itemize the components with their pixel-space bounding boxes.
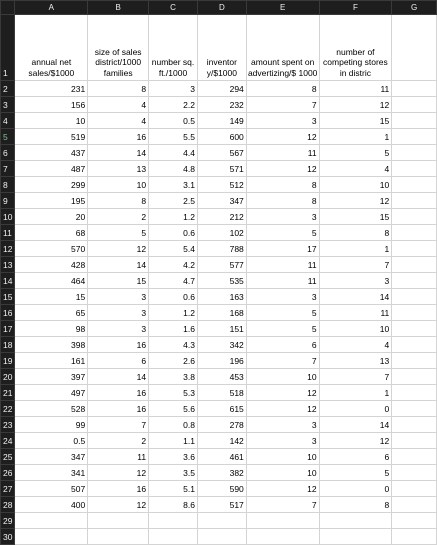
data-cell[interactable]: 16 xyxy=(88,129,149,145)
data-cell[interactable]: 5.3 xyxy=(149,385,198,401)
data-cell[interactable]: 11 xyxy=(246,273,319,289)
data-cell[interactable]: 3 xyxy=(246,209,319,225)
data-cell[interactable] xyxy=(246,529,319,545)
data-cell[interactable]: 156 xyxy=(15,97,88,113)
empty-cell[interactable] xyxy=(392,113,437,129)
data-cell[interactable]: 12 xyxy=(319,433,392,449)
data-cell[interactable]: 10 xyxy=(246,449,319,465)
column-header-f[interactable]: F xyxy=(319,1,392,15)
empty-cell[interactable] xyxy=(392,257,437,273)
data-cell[interactable]: 3 xyxy=(246,417,319,433)
table-row xyxy=(1,145,437,161)
data-cell[interactable] xyxy=(15,529,88,545)
data-cell[interactable]: 0 xyxy=(319,481,392,497)
empty-cell[interactable] xyxy=(392,417,437,433)
data-cell[interactable]: 5.5 xyxy=(149,129,198,145)
data-cell[interactable]: 398 xyxy=(15,337,88,353)
data-cell[interactable]: 161 xyxy=(15,353,88,369)
data-cell[interactable]: 1.2 xyxy=(149,305,198,321)
row-header[interactable]: 17 xyxy=(1,321,15,337)
data-cell[interactable]: 571 xyxy=(197,161,246,177)
row-header[interactable]: 7 xyxy=(1,161,15,177)
row-header[interactable]: 18 xyxy=(1,337,15,353)
row-header[interactable]: 29 xyxy=(1,513,15,529)
table-row xyxy=(1,241,437,257)
data-cell[interactable]: 341 xyxy=(15,465,88,481)
data-cell[interactable]: 10 xyxy=(246,369,319,385)
table-row xyxy=(1,529,437,545)
data-cell[interactable]: 7 xyxy=(246,353,319,369)
data-cell[interactable]: 3 xyxy=(319,273,392,289)
data-cell[interactable]: 102 xyxy=(197,225,246,241)
data-cell[interactable]: 10 xyxy=(319,177,392,193)
data-cell[interactable]: 8 xyxy=(319,225,392,241)
data-cell[interactable] xyxy=(246,513,319,529)
row-header[interactable]: 24 xyxy=(1,433,15,449)
row-header[interactable]: 19 xyxy=(1,353,15,369)
data-cell[interactable]: 8.6 xyxy=(149,497,198,513)
data-cell[interactable]: 517 xyxy=(197,497,246,513)
data-cell[interactable]: 12 xyxy=(319,193,392,209)
data-cell[interactable]: 3 xyxy=(88,305,149,321)
data-cell[interactable]: 8 xyxy=(88,193,149,209)
table-row xyxy=(1,129,437,145)
data-cell[interactable]: 400 xyxy=(15,497,88,513)
data-cell[interactable]: 7 xyxy=(246,97,319,113)
row-header[interactable]: 15 xyxy=(1,289,15,305)
data-cell[interactable]: 4 xyxy=(319,337,392,353)
data-cell[interactable]: 16 xyxy=(88,401,149,417)
table-row xyxy=(1,81,437,97)
data-cell[interactable]: 0 xyxy=(319,401,392,417)
data-cell[interactable]: 4.7 xyxy=(149,273,198,289)
data-cell[interactable]: 12 xyxy=(88,241,149,257)
data-cell[interactable]: 2.2 xyxy=(149,97,198,113)
row-header[interactable]: 27 xyxy=(1,481,15,497)
data-cell[interactable]: 519 xyxy=(15,129,88,145)
data-cell[interactable]: 99 xyxy=(15,417,88,433)
table-row xyxy=(1,417,437,433)
data-cell[interactable]: 2.5 xyxy=(149,193,198,209)
data-cell[interactable]: 7 xyxy=(88,417,149,433)
table-row xyxy=(1,481,437,497)
table-row xyxy=(1,497,437,513)
column-header-c[interactable]: C xyxy=(149,1,198,15)
empty-cell[interactable] xyxy=(392,241,437,257)
data-cell[interactable]: 3.8 xyxy=(149,369,198,385)
data-cell[interactable]: 299 xyxy=(15,177,88,193)
data-cell[interactable]: 5.6 xyxy=(149,401,198,417)
data-cell[interactable]: 12 xyxy=(246,161,319,177)
data-cell[interactable] xyxy=(319,529,392,545)
empty-cell[interactable] xyxy=(392,529,437,545)
table-row xyxy=(1,449,437,465)
empty-cell[interactable] xyxy=(392,97,437,113)
row-header[interactable]: 12 xyxy=(1,241,15,257)
empty-cell[interactable] xyxy=(392,481,437,497)
data-cell[interactable]: 7 xyxy=(246,497,319,513)
data-cell[interactable]: 590 xyxy=(197,481,246,497)
data-cell[interactable] xyxy=(149,513,198,529)
data-cell[interactable]: 14 xyxy=(88,145,149,161)
table-row xyxy=(1,209,437,225)
data-cell[interactable]: 382 xyxy=(197,465,246,481)
data-cell[interactable]: 497 xyxy=(15,385,88,401)
data-cell[interactable]: 15 xyxy=(319,113,392,129)
empty-cell[interactable] xyxy=(392,177,437,193)
header-cell[interactable]: number sq. ft./1000 xyxy=(149,15,198,81)
data-cell[interactable] xyxy=(197,513,246,529)
data-cell[interactable]: 0.5 xyxy=(149,113,198,129)
data-cell[interactable]: 12 xyxy=(319,97,392,113)
data-cell[interactable]: 453 xyxy=(197,369,246,385)
empty-cell[interactable] xyxy=(392,209,437,225)
header-cell[interactable]: annual net sales/$1000 xyxy=(15,15,88,81)
header-cell[interactable]: amount spent on advertizing/$ 1000 xyxy=(246,15,319,81)
empty-cell[interactable] xyxy=(392,129,437,145)
data-cell[interactable]: 278 xyxy=(197,417,246,433)
data-cell[interactable]: 212 xyxy=(197,209,246,225)
data-cell[interactable]: 1.6 xyxy=(149,321,198,337)
empty-cell[interactable] xyxy=(392,193,437,209)
data-cell[interactable]: 10 xyxy=(319,321,392,337)
empty-cell[interactable] xyxy=(392,401,437,417)
data-cell[interactable]: 461 xyxy=(197,449,246,465)
table-row xyxy=(1,337,437,353)
data-cell[interactable]: 487 xyxy=(15,161,88,177)
empty-cell[interactable] xyxy=(392,305,437,321)
data-cell[interactable]: 17 xyxy=(246,241,319,257)
empty-cell[interactable] xyxy=(392,145,437,161)
data-cell[interactable]: 615 xyxy=(197,401,246,417)
data-cell[interactable]: 347 xyxy=(197,193,246,209)
data-cell[interactable]: 232 xyxy=(197,97,246,113)
data-cell[interactable]: 11 xyxy=(319,305,392,321)
row-header[interactable]: 28 xyxy=(1,497,15,513)
table-row xyxy=(1,273,437,289)
column-header-e[interactable]: E xyxy=(246,1,319,15)
data-cell[interactable]: 5.1 xyxy=(149,481,198,497)
empty-cell[interactable] xyxy=(392,449,437,465)
data-cell[interactable]: 464 xyxy=(15,273,88,289)
data-cell[interactable]: 397 xyxy=(15,369,88,385)
header-cell[interactable]: number of competing stores in distric xyxy=(319,15,392,81)
data-cell[interactable]: 567 xyxy=(197,145,246,161)
column-header-d[interactable]: D xyxy=(197,1,246,15)
row-header[interactable]: 5 xyxy=(1,129,15,145)
table-row xyxy=(1,385,437,401)
table-row xyxy=(1,465,437,481)
row-header[interactable]: 9 xyxy=(1,193,15,209)
data-cell[interactable]: 8 xyxy=(88,81,149,97)
data-cell[interactable]: 65 xyxy=(15,305,88,321)
data-cell[interactable]: 195 xyxy=(15,193,88,209)
data-cell[interactable]: 163 xyxy=(197,289,246,305)
row-header[interactable]: 8 xyxy=(1,177,15,193)
data-cell[interactable]: 0.8 xyxy=(149,417,198,433)
row-header[interactable]: 11 xyxy=(1,225,15,241)
empty-cell[interactable] xyxy=(392,81,437,97)
data-cell[interactable]: 3 xyxy=(149,81,198,97)
data-cell[interactable]: 68 xyxy=(15,225,88,241)
table-row xyxy=(1,513,437,529)
empty-cell[interactable] xyxy=(392,369,437,385)
data-cell[interactable]: 2 xyxy=(88,433,149,449)
row-header[interactable]: 3 xyxy=(1,97,15,113)
data-cell[interactable]: 7 xyxy=(319,257,392,273)
row-header[interactable]: 22 xyxy=(1,401,15,417)
data-cell[interactable]: 0.6 xyxy=(149,225,198,241)
select-all-corner[interactable] xyxy=(1,1,15,15)
data-cell[interactable]: 12 xyxy=(246,481,319,497)
data-cell[interactable]: 12 xyxy=(88,497,149,513)
data-cell[interactable]: 11 xyxy=(88,449,149,465)
data-cell[interactable]: 4 xyxy=(319,161,392,177)
table-row xyxy=(1,289,437,305)
data-cell[interactable]: 3.1 xyxy=(149,177,198,193)
row-header[interactable]: 10 xyxy=(1,209,15,225)
data-cell[interactable]: 11 xyxy=(319,81,392,97)
row-header[interactable]: 2 xyxy=(1,81,15,97)
table-row xyxy=(1,193,437,209)
data-cell[interactable]: 3 xyxy=(246,289,319,305)
data-cell[interactable] xyxy=(319,513,392,529)
data-cell[interactable]: 5 xyxy=(246,305,319,321)
data-cell[interactable]: 14 xyxy=(319,417,392,433)
data-cell[interactable]: 14 xyxy=(88,257,149,273)
data-cell[interactable]: 14 xyxy=(88,369,149,385)
data-cell[interactable]: 6 xyxy=(88,353,149,369)
empty-cell[interactable] xyxy=(392,465,437,481)
data-cell[interactable]: 7 xyxy=(319,369,392,385)
data-cell[interactable]: 6 xyxy=(246,337,319,353)
data-cell[interactable]: 15 xyxy=(319,209,392,225)
data-cell[interactable]: 437 xyxy=(15,145,88,161)
data-cell[interactable]: 4 xyxy=(88,113,149,129)
column-header-b[interactable]: B xyxy=(88,1,149,15)
data-cell[interactable]: 4.4 xyxy=(149,145,198,161)
header-cell[interactable]: inventor y/$1000 xyxy=(197,15,246,81)
data-cell[interactable]: 13 xyxy=(88,161,149,177)
column-header-g[interactable]: G xyxy=(392,1,437,15)
column-header-row xyxy=(1,1,437,15)
data-cell[interactable]: 1 xyxy=(319,241,392,257)
data-cell[interactable]: 4.2 xyxy=(149,257,198,273)
data-cell[interactable]: 428 xyxy=(15,257,88,273)
data-cell[interactable] xyxy=(15,513,88,529)
data-cell[interactable]: 12 xyxy=(246,401,319,417)
data-cell[interactable]: 1 xyxy=(319,385,392,401)
data-cell[interactable]: 4.3 xyxy=(149,337,198,353)
row-header[interactable]: 6 xyxy=(1,145,15,161)
table-row xyxy=(1,177,437,193)
data-cell[interactable]: 347 xyxy=(15,449,88,465)
data-cell[interactable]: 5 xyxy=(246,225,319,241)
data-cell[interactable]: 3 xyxy=(246,113,319,129)
data-cell[interactable]: 3 xyxy=(246,433,319,449)
row-header[interactable]: 26 xyxy=(1,465,15,481)
data-cell[interactable]: 8 xyxy=(319,497,392,513)
empty-cell[interactable] xyxy=(392,385,437,401)
data-cell[interactable]: 5 xyxy=(88,225,149,241)
table-row xyxy=(1,433,437,449)
data-cell[interactable]: 11 xyxy=(246,145,319,161)
data-cell[interactable]: 1.1 xyxy=(149,433,198,449)
data-cell[interactable]: 142 xyxy=(197,433,246,449)
table-row xyxy=(1,369,437,385)
empty-cell[interactable] xyxy=(392,337,437,353)
table-row xyxy=(1,225,437,241)
data-cell[interactable]: 528 xyxy=(15,401,88,417)
row-header[interactable]: 21 xyxy=(1,385,15,401)
table-row xyxy=(1,305,437,321)
data-cell[interactable]: 5 xyxy=(319,145,392,161)
data-cell[interactable]: 196 xyxy=(197,353,246,369)
row-header[interactable]: 14 xyxy=(1,273,15,289)
empty-cell[interactable] xyxy=(392,433,437,449)
data-cell[interactable]: 788 xyxy=(197,241,246,257)
data-cell[interactable]: 4 xyxy=(88,97,149,113)
data-cell[interactable]: 14 xyxy=(319,289,392,305)
data-cell[interactable] xyxy=(197,529,246,545)
data-cell[interactable]: 16 xyxy=(88,385,149,401)
data-cell[interactable]: 535 xyxy=(197,273,246,289)
data-cell[interactable]: 1.2 xyxy=(149,209,198,225)
row-header[interactable]: 25 xyxy=(1,449,15,465)
data-cell[interactable]: 8 xyxy=(246,193,319,209)
data-cell[interactable]: 5.4 xyxy=(149,241,198,257)
data-cell[interactable]: 6 xyxy=(319,449,392,465)
data-cell[interactable]: 342 xyxy=(197,337,246,353)
table-row xyxy=(1,353,437,369)
header-cell[interactable]: size of sales district/1000 families xyxy=(88,15,149,81)
row-header[interactable]: 23 xyxy=(1,417,15,433)
data-cell[interactable]: 294 xyxy=(197,81,246,97)
data-cell[interactable]: 1 xyxy=(319,129,392,145)
data-cell[interactable]: 16 xyxy=(88,481,149,497)
empty-cell[interactable] xyxy=(392,273,437,289)
data-cell[interactable]: 4.8 xyxy=(149,161,198,177)
data-cell[interactable]: 10 xyxy=(246,465,319,481)
data-cell[interactable]: 512 xyxy=(197,177,246,193)
data-cell[interactable]: 507 xyxy=(15,481,88,497)
row-header[interactable]: 1 xyxy=(1,15,15,81)
data-cell[interactable]: 12 xyxy=(246,129,319,145)
data-cell[interactable]: 5 xyxy=(319,465,392,481)
data-cell[interactable]: 518 xyxy=(197,385,246,401)
data-cell[interactable]: 0.6 xyxy=(149,289,198,305)
data-cell[interactable]: 151 xyxy=(197,321,246,337)
data-cell[interactable]: 5 xyxy=(246,321,319,337)
data-cell[interactable]: 8 xyxy=(246,177,319,193)
data-cell[interactable]: 3.6 xyxy=(149,449,198,465)
empty-cell[interactable] xyxy=(392,225,437,241)
row-header[interactable]: 20 xyxy=(1,369,15,385)
table-row xyxy=(1,401,437,417)
data-cell[interactable]: 600 xyxy=(197,129,246,145)
data-cell[interactable]: 168 xyxy=(197,305,246,321)
table-row xyxy=(1,257,437,273)
data-cell[interactable]: 13 xyxy=(319,353,392,369)
data-cell[interactable] xyxy=(88,513,149,529)
row-header[interactable]: 16 xyxy=(1,305,15,321)
data-cell[interactable]: 231 xyxy=(15,81,88,97)
data-cell[interactable]: 98 xyxy=(15,321,88,337)
data-cell[interactable]: 577 xyxy=(197,257,246,273)
data-cell[interactable]: 149 xyxy=(197,113,246,129)
data-cell[interactable]: 3 xyxy=(88,289,149,305)
table-row xyxy=(1,161,437,177)
data-cell[interactable]: 10 xyxy=(88,177,149,193)
table-row xyxy=(1,97,437,113)
row-header[interactable]: 4 xyxy=(1,113,15,129)
data-cell[interactable]: 20 xyxy=(15,209,88,225)
empty-cell[interactable] xyxy=(392,353,437,369)
table-row xyxy=(1,15,437,81)
table-row xyxy=(1,113,437,129)
data-cell[interactable]: 3 xyxy=(88,321,149,337)
data-cell[interactable]: 10 xyxy=(15,113,88,129)
data-cell[interactable]: 2.6 xyxy=(149,353,198,369)
empty-cell[interactable] xyxy=(392,161,437,177)
empty-cell[interactable] xyxy=(392,289,437,305)
empty-cell[interactable] xyxy=(392,497,437,513)
data-cell[interactable] xyxy=(88,529,149,545)
data-cell[interactable]: 8 xyxy=(246,81,319,97)
data-cell[interactable]: 12 xyxy=(88,465,149,481)
data-cell[interactable]: 2 xyxy=(88,209,149,225)
table-row xyxy=(1,321,437,337)
data-cell[interactable] xyxy=(149,529,198,545)
data-cell[interactable]: 11 xyxy=(246,257,319,273)
data-cell[interactable]: 3.5 xyxy=(149,465,198,481)
header-cell[interactable] xyxy=(392,15,437,81)
row-header[interactable]: 30 xyxy=(1,529,15,545)
data-cell[interactable]: 570 xyxy=(15,241,88,257)
data-cell[interactable]: 15 xyxy=(88,273,149,289)
data-cell[interactable]: 15 xyxy=(15,289,88,305)
data-cell[interactable]: 12 xyxy=(246,385,319,401)
data-cell[interactable]: 0.5 xyxy=(15,433,88,449)
data-cell[interactable]: 16 xyxy=(88,337,149,353)
empty-cell[interactable] xyxy=(392,321,437,337)
row-header[interactable]: 13 xyxy=(1,257,15,273)
empty-cell[interactable] xyxy=(392,513,437,529)
column-header-a[interactable]: A xyxy=(15,1,88,15)
